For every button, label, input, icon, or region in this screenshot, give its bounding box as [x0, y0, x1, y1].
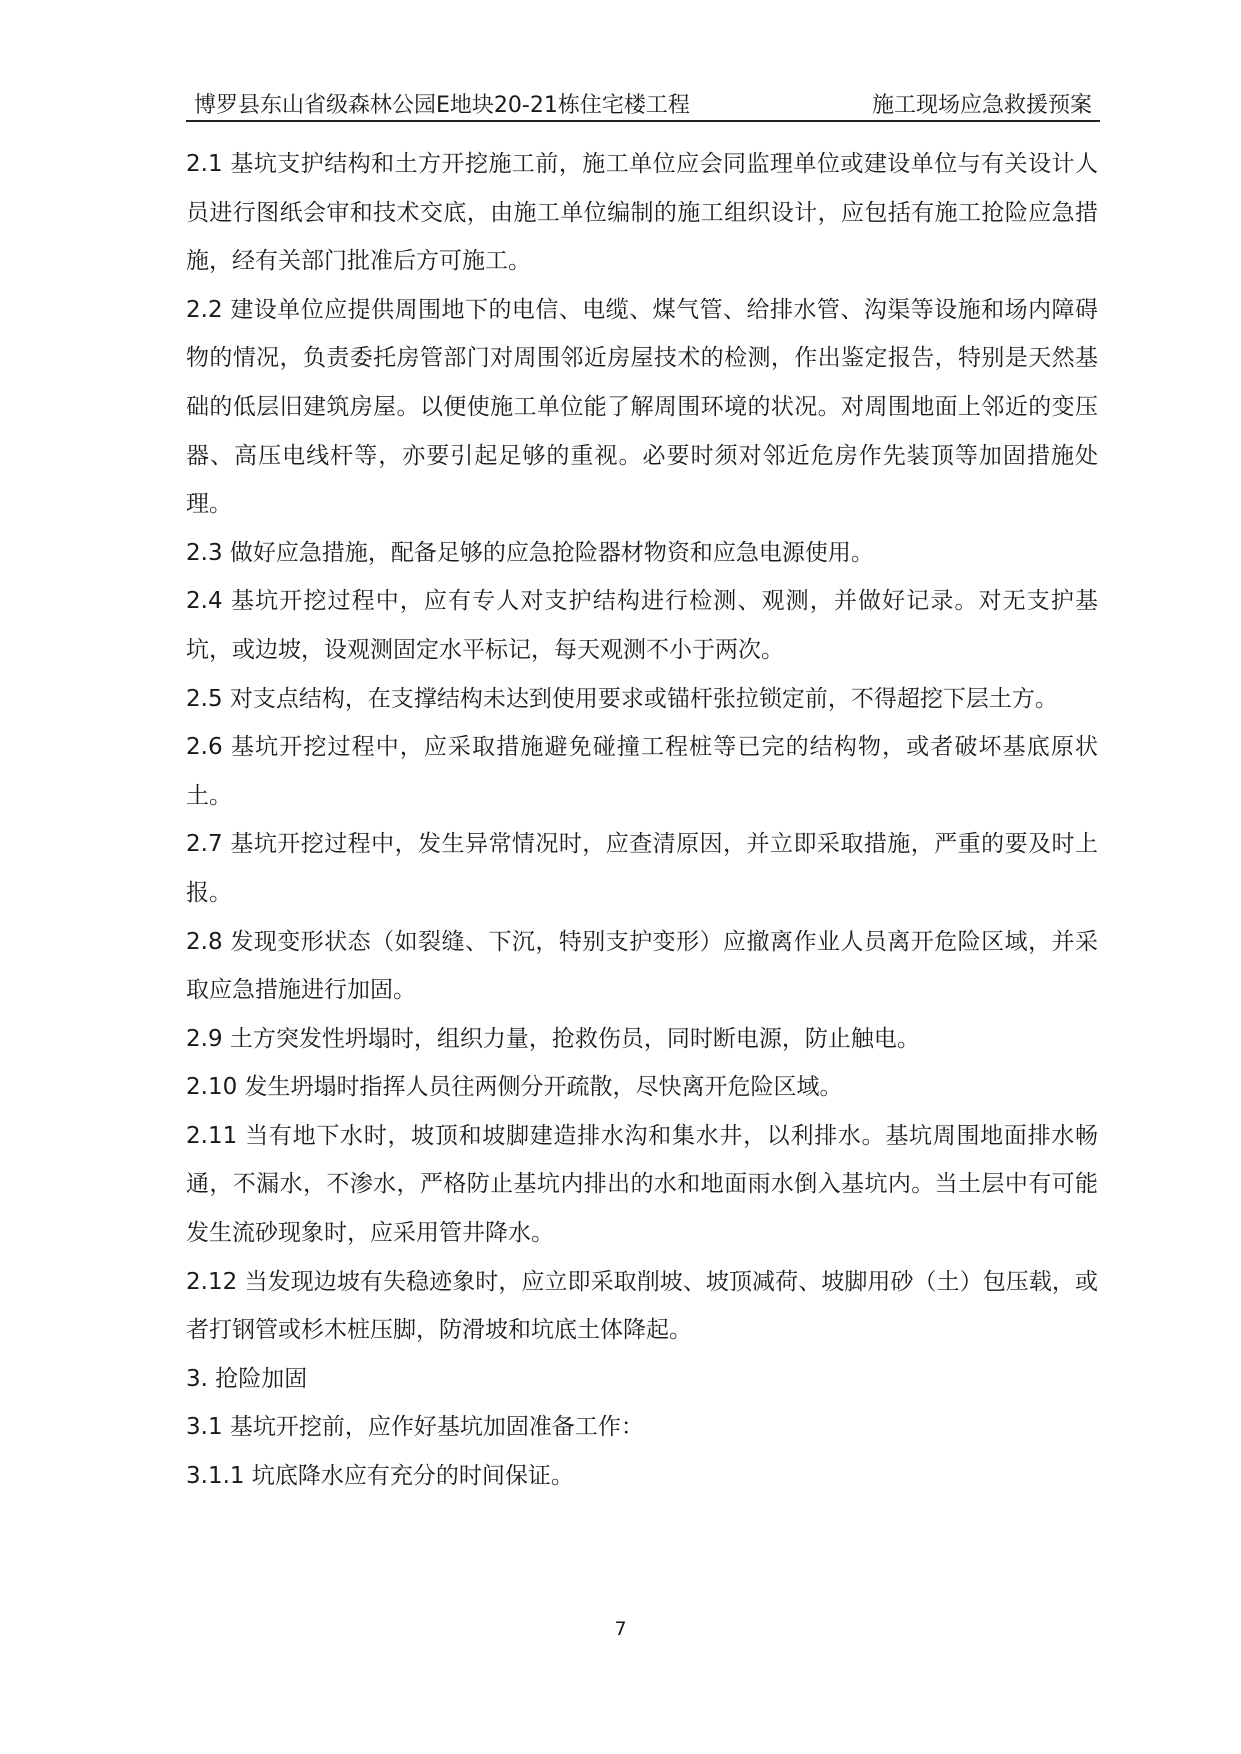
- paragraph-2-7: 2.7 基坑开挖过程中，发生异常情况时，应查清原因，并立即采取措施，严重的要及时上报。: [186, 831, 1098, 906]
- paragraph-2-12: 2.12 当发现边坡有失稳迹象时，应立即采取削坡、坡顶减荷、坡脚用砂（土）包压载，或者打钢管或杉木桩压脚，防滑坡和坑底土体降起。: [186, 1268, 1098, 1344]
- paragraph-2-2: 2.2 建设单位应提供周围地下的电信、电缆、煤气管、给排水管、沟渠等设施和场内障碍物的情况，负责委托房管部门对周围邻近房屋技术的检测，作出鉴定报告，特别是天然基础的低层旧建筑房屋。以便使施工单位能了解周围环境的状况。对周围地面上邻近的变压器、高压电线杆等，亦要引起足够的重视。必要时须对邻近危房作先装顶等加固措施处理。: [186, 296, 1098, 518]
- section-heading-3: 3. 抢险加固: [186, 1365, 308, 1392]
- paragraph-2-6: 2.6 基坑开挖过程中，应采取措施避免碰撞工程桩等已完的结构物，或者破坏基底原状土。: [186, 734, 1098, 809]
- document-body: [186, 140, 1098, 1501]
- paragraph-2-5: 2.5 对支点结构，在支撑结构未达到使用要求或锚杆张拉锁定前，不得超挖下层土方。: [186, 685, 1058, 712]
- page-number: 7: [614, 1618, 627, 1640]
- paragraph-2-9: 2.9 土方突发性坍塌时，组织力量，抢救伤员，同时断电源，防止触电。: [186, 1025, 920, 1052]
- header-project-title: 博罗县东山省级森林公园E地块20-21栋住宅楼工程: [194, 93, 690, 118]
- paragraph-2-8: 2.8 发现变形状态（如裂缝、下沉，特别支护变形）应撤离作业人员离开危险区域，并采取应急措施进行加固。: [186, 928, 1098, 1004]
- header-document-title: 施工现场应急救援预案: [871, 93, 1092, 118]
- paragraph-3-1: 3.1 基坑开挖前，应作好基坑加固准备工作：: [186, 1414, 644, 1441]
- paragraph-2-10: 2.10 发生坍塌时指挥人员往两侧分开疏散，尽快离开危险区域。: [186, 1074, 843, 1101]
- paragraph-2-1: 2.1 基坑支护结构和土方开挖施工前，施工单位应会同监理单位或建设单位与有关设计人员进行图纸会审和技术交底，由施工单位编制的施工组织设计，应包括有施工抢险应急措施，经有关部门批准后方可施工。: [186, 151, 1098, 275]
- paragraph-2-11: 2.11 当有地下水时，坡顶和坡脚建造排水沟和集水井，以利排水。基坑周围地面排水畅通，不漏水，不渗水，严格防止基坑内排出的水和地面雨水倒入基坑内。当土层中有可能发生流砂现象时，应采用管井降水。: [186, 1122, 1098, 1247]
- paragraph-2-4: 2.4 基坑开挖过程中，应有专人对支护结构进行检测、观测，并做好记录。对无支护基坑，或边坡，设观测固定水平标记，每天观测不小于两次。: [186, 588, 1098, 663]
- page-header: [186, 86, 1100, 122]
- paragraph-3-1-1: 3.1.1 坑底降水应有充分的时间保证。: [186, 1463, 574, 1490]
- paragraph-2-3: 2.3 做好应急措施，配备足够的应急抢险器材物资和应急电源使用。: [186, 539, 874, 566]
